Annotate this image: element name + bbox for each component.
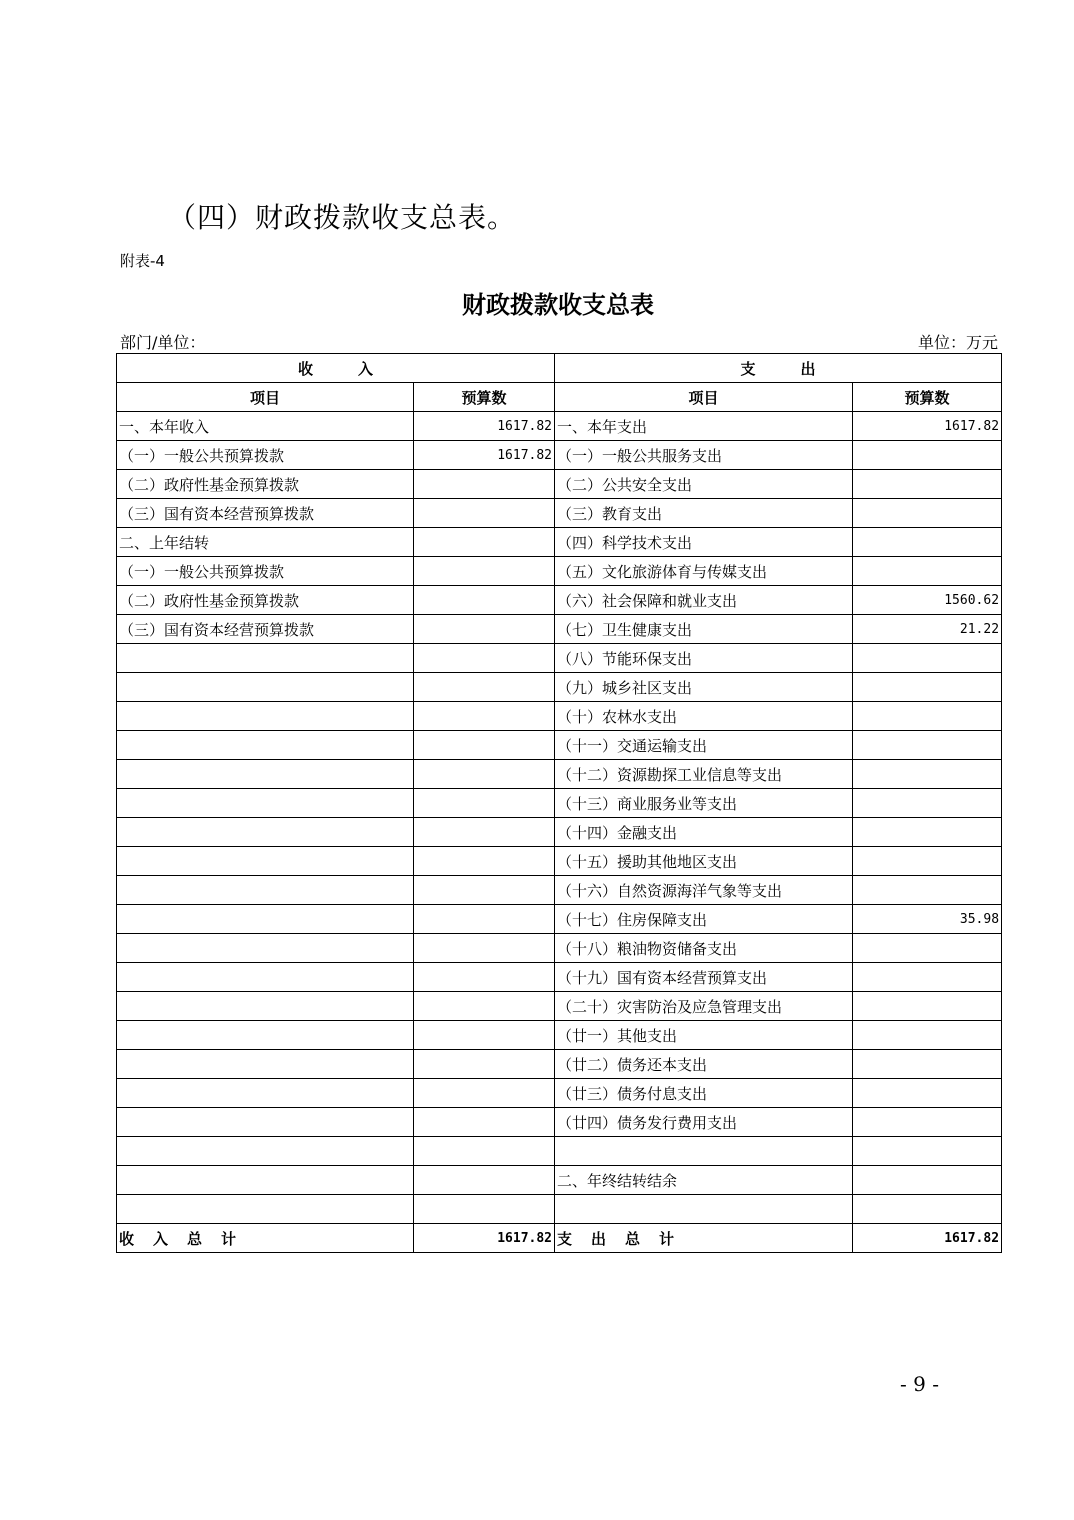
income-item-cell: [117, 673, 414, 702]
income-value-cell: [414, 760, 555, 789]
table-row: [117, 499, 1002, 528]
expense-item-cell: （八）节能环保支出: [555, 644, 853, 673]
expense-item-cell: （廿一）其他支出: [555, 1021, 853, 1050]
income-value-cell: [414, 934, 555, 963]
expense-value-cell: [853, 963, 1002, 992]
expense-item-cell: （七）卫生健康支出: [555, 615, 853, 644]
expense-value-cell: [853, 1108, 1002, 1137]
expense-item-cell: 一、本年支出: [555, 412, 853, 441]
expense-value-cell: [853, 992, 1002, 1021]
expense-item-cell: （三）教育支出: [555, 499, 853, 528]
table-row: [117, 818, 1002, 847]
table-row: [117, 731, 1002, 760]
income-value-cell: [414, 702, 555, 731]
table-row: [117, 673, 1002, 702]
income-item-cell: [117, 789, 414, 818]
income-value-cell: [414, 673, 555, 702]
income-item-cell: （一）一般公共预算拨款: [117, 441, 414, 470]
expense-item-cell: （廿四）债务发行费用支出: [555, 1108, 853, 1137]
expense-item-cell: （十四）金融支出: [555, 818, 853, 847]
income-item-cell: [117, 731, 414, 760]
expense-item-header: 项目: [555, 383, 853, 412]
totals-row: [117, 1224, 1002, 1253]
income-item-cell: [117, 847, 414, 876]
expense-item-cell: （六）社会保障和就业支出: [555, 586, 853, 615]
expense-value-cell: [853, 934, 1002, 963]
income-item-cell: [117, 905, 414, 934]
income-total-value: 1617.82: [414, 1224, 555, 1253]
income-item-cell: 一、本年收入: [117, 412, 414, 441]
income-value-cell: [414, 644, 555, 673]
income-value-cell: [414, 528, 555, 557]
income-group-header: 收 入: [117, 354, 555, 383]
expense-value-cell: [853, 1050, 1002, 1079]
expense-value-cell: 21.22: [853, 615, 1002, 644]
expense-value-cell: 35.98: [853, 905, 1002, 934]
income-item-cell: （三）国有资本经营预算拨款: [117, 615, 414, 644]
table-row: [117, 586, 1002, 615]
income-total-label: 收 入 总 计: [117, 1224, 414, 1253]
section-heading: （四）财政拨款收支总表。: [168, 201, 517, 234]
income-value-cell: [414, 847, 555, 876]
expense-value-cell: [853, 499, 1002, 528]
table-row: [117, 528, 1002, 557]
income-item-cell: [117, 1195, 414, 1224]
expense-item-cell: [555, 1195, 853, 1224]
expense-total-label: 支 出 总 计: [555, 1224, 853, 1253]
expense-group-header: 支 出: [555, 354, 1002, 383]
expense-value-cell: [853, 1166, 1002, 1195]
income-value-cell: 1617.82: [414, 441, 555, 470]
income-item-cell: [117, 760, 414, 789]
income-item-cell: [117, 1137, 414, 1166]
income-value-cell: [414, 992, 555, 1021]
expense-value-cell: [853, 441, 1002, 470]
table-row: [117, 934, 1002, 963]
income-item-cell: [117, 876, 414, 905]
table-row: [117, 412, 1002, 441]
expense-item-cell: （一）一般公共服务支出: [555, 441, 853, 470]
page-number: - 9 -: [900, 1372, 939, 1396]
table-row: [117, 876, 1002, 905]
income-value-cell: [414, 499, 555, 528]
expense-item-cell: [555, 1137, 853, 1166]
expense-value-cell: [853, 528, 1002, 557]
expense-value-cell: 1617.82: [853, 412, 1002, 441]
income-item-cell: [117, 1166, 414, 1195]
income-item-cell: [117, 1021, 414, 1050]
expense-value-cell: [853, 818, 1002, 847]
expense-item-cell: （十九）国有资本经营预算支出: [555, 963, 853, 992]
income-value-cell: [414, 586, 555, 615]
income-item-cell: [117, 818, 414, 847]
table-row: [117, 1195, 1002, 1224]
table-row: [117, 1108, 1002, 1137]
income-value-cell: [414, 905, 555, 934]
income-item-cell: [117, 963, 414, 992]
table-row: [117, 1137, 1002, 1166]
income-item-cell: （二）政府性基金预算拨款: [117, 586, 414, 615]
expense-value-cell: [853, 1195, 1002, 1224]
table-row: [117, 963, 1002, 992]
expense-value-cell: [853, 789, 1002, 818]
income-item-cell: （一）一般公共预算拨款: [117, 557, 414, 586]
income-item-cell: [117, 934, 414, 963]
unit-label: 单位：万元: [917, 333, 998, 352]
table-body: [117, 412, 1002, 1224]
expense-total-value: 1617.82: [853, 1224, 1002, 1253]
expense-item-cell: （二）公共安全支出: [555, 470, 853, 499]
expense-item-cell: （五）文化旅游体育与传媒支出: [555, 557, 853, 586]
income-item-cell: （二）政府性基金预算拨款: [117, 470, 414, 499]
expense-value-cell: [853, 673, 1002, 702]
income-value-cell: [414, 557, 555, 586]
expense-value-cell: [853, 847, 1002, 876]
table-row: [117, 702, 1002, 731]
expense-value-cell: [853, 470, 1002, 499]
attachment-label: 附表-4: [120, 252, 165, 270]
income-item-cell: [117, 1079, 414, 1108]
expense-item-cell: 二、年终结转结余: [555, 1166, 853, 1195]
income-item-cell: （三）国有资本经营预算拨款: [117, 499, 414, 528]
table-row: [117, 1079, 1002, 1108]
expense-item-cell: （十三）商业服务业等支出: [555, 789, 853, 818]
income-item-cell: [117, 702, 414, 731]
income-value-cell: [414, 1050, 555, 1079]
expense-value-cell: [853, 731, 1002, 760]
income-item-cell: [117, 1050, 414, 1079]
expense-item-cell: （十）农林水支出: [555, 702, 853, 731]
expense-value-cell: [853, 702, 1002, 731]
expense-item-cell: （十七）住房保障支出: [555, 905, 853, 934]
expense-item-cell: （十五）援助其他地区支出: [555, 847, 853, 876]
table-row: [117, 1166, 1002, 1195]
expense-item-cell: （九）城乡社区支出: [555, 673, 853, 702]
income-value-cell: [414, 963, 555, 992]
income-item-cell: [117, 992, 414, 1021]
column-header-row: [117, 383, 1002, 412]
expense-item-cell: （十二）资源勘探工业信息等支出: [555, 760, 853, 789]
table-row: [117, 557, 1002, 586]
table-row: [117, 847, 1002, 876]
income-value-cell: [414, 876, 555, 905]
expense-value-cell: [853, 1137, 1002, 1166]
table-row: [117, 644, 1002, 673]
expense-item-cell: （十一）交通运输支出: [555, 731, 853, 760]
expense-item-cell: （四）科学技术支出: [555, 528, 853, 557]
table-row: [117, 1021, 1002, 1050]
expense-item-cell: （十八）粮油物资储备支出: [555, 934, 853, 963]
income-value-cell: [414, 1195, 555, 1224]
income-item-header: 项目: [117, 383, 414, 412]
income-item-cell: [117, 1108, 414, 1137]
table-row: [117, 760, 1002, 789]
income-item-cell: 二、上年结转: [117, 528, 414, 557]
table-title: 财政拨款收支总表: [462, 291, 654, 319]
table-row: [117, 615, 1002, 644]
expense-value-cell: [853, 760, 1002, 789]
expense-item-cell: （二十）灾害防治及应急管理支出: [555, 992, 853, 1021]
income-value-cell: [414, 1079, 555, 1108]
income-value-cell: [414, 615, 555, 644]
income-value-cell: [414, 1108, 555, 1137]
income-item-cell: [117, 644, 414, 673]
expense-item-cell: （廿三）债务付息支出: [555, 1079, 853, 1108]
table-row: [117, 470, 1002, 499]
expense-value-cell: [853, 1079, 1002, 1108]
expense-value-cell: [853, 644, 1002, 673]
budget-summary-table: [116, 353, 1002, 1253]
expense-value-cell: 1560.62: [853, 586, 1002, 615]
income-value-cell: [414, 1021, 555, 1050]
table-row: [117, 441, 1002, 470]
expense-value-cell: [853, 876, 1002, 905]
table-row: [117, 992, 1002, 1021]
department-label: 部门/单位：: [120, 333, 206, 352]
income-value-cell: [414, 818, 555, 847]
income-value-cell: [414, 1166, 555, 1195]
expense-budget-header: 预算数: [853, 383, 1002, 412]
table-row: [117, 789, 1002, 818]
table-row: [117, 1050, 1002, 1079]
income-budget-header: 预算数: [414, 383, 555, 412]
income-value-cell: [414, 789, 555, 818]
income-value-cell: [414, 470, 555, 499]
table-row: [117, 905, 1002, 934]
group-header-row: [117, 354, 1002, 383]
expense-value-cell: [853, 557, 1002, 586]
expense-value-cell: [853, 1021, 1002, 1050]
expense-item-cell: （十六）自然资源海洋气象等支出: [555, 876, 853, 905]
income-value-cell: [414, 1137, 555, 1166]
income-value-cell: 1617.82: [414, 412, 555, 441]
expense-item-cell: （廿二）债务还本支出: [555, 1050, 853, 1079]
income-value-cell: [414, 731, 555, 760]
